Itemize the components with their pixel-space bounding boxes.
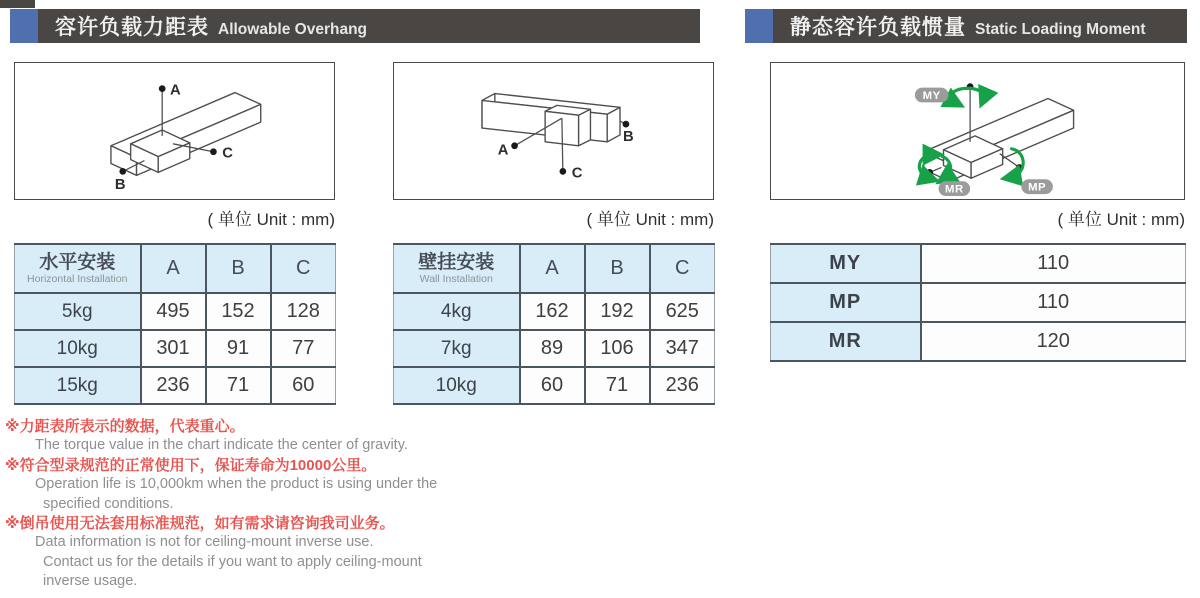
table-title-cell <box>15 244 141 293</box>
note-line: Data information is not for ceiling-mount inverse use. <box>35 534 374 551</box>
table-row <box>15 330 336 367</box>
section-title-cn: 静态容许负载惯量 <box>790 16 966 39</box>
moment-value: 120 <box>921 322 1186 361</box>
unit-label: ( 单位 Unit : mm) <box>586 210 714 229</box>
section-header-static-loading-moment <box>745 9 1187 43</box>
table-row <box>394 330 715 367</box>
value-c: 77 <box>271 330 336 367</box>
column-header-a: A <box>520 244 585 293</box>
point-c-label: C <box>571 165 583 182</box>
column-header-c: C <box>271 244 336 293</box>
value-b: 71 <box>206 367 271 404</box>
value-b: 106 <box>585 330 650 367</box>
table-row <box>394 293 715 330</box>
moment-drawing <box>771 63 1184 199</box>
column-header-b: B <box>206 244 271 293</box>
point-c-dot <box>210 148 217 155</box>
note-line: inverse usage. <box>43 573 138 590</box>
load-label: 5kg <box>15 293 141 330</box>
table-static-loading-moment <box>770 243 1186 362</box>
note-line: specified conditions. <box>43 495 174 512</box>
mr-axis-dot <box>926 169 933 176</box>
value-b: 71 <box>585 367 650 404</box>
value-c: 347 <box>650 330 715 367</box>
value-a: 301 <box>141 330 206 367</box>
footnotes <box>5 417 565 592</box>
moment-name: MY <box>771 244 921 283</box>
moment-value: 110 <box>921 283 1186 322</box>
point-a-dot <box>159 85 166 92</box>
table-row <box>15 293 336 330</box>
value-a: 60 <box>520 367 585 404</box>
point-c-label: C <box>222 145 233 162</box>
note-line: Operation life is 10,000km when the product is using under the <box>35 476 438 493</box>
diagram-horizontal-installation <box>14 62 335 200</box>
value-b: 192 <box>585 293 650 330</box>
point-a-label: A <box>170 82 181 99</box>
table-title-cn: 水平安装 <box>39 252 116 273</box>
load-label: 15kg <box>15 367 141 404</box>
section-title-cn: 容许负载力距表 <box>55 16 209 39</box>
section-title-en: Static Loading Moment <box>975 21 1146 38</box>
value-a: 89 <box>520 330 585 367</box>
table-row <box>771 244 1186 283</box>
column-header-a: A <box>141 244 206 293</box>
value-a: 495 <box>141 293 206 330</box>
table-row <box>771 322 1186 361</box>
note-line: ※符合型录规范的正常使用下，保证寿命为10000公里。 <box>5 456 377 474</box>
column-header-b: B <box>585 244 650 293</box>
value-c: 236 <box>650 367 715 404</box>
point-b-dot <box>119 168 126 175</box>
table-row <box>394 367 715 404</box>
moment-name: MP <box>771 283 921 322</box>
table-title-cell <box>394 244 520 293</box>
table-header-row <box>394 244 715 293</box>
load-label: 7kg <box>394 330 520 367</box>
header-accent-square <box>745 9 773 43</box>
moment-name: MR <box>771 322 921 361</box>
value-c: 128 <box>271 293 336 330</box>
value-a: 236 <box>141 367 206 404</box>
page-corner-tab <box>0 0 35 8</box>
value-a: 162 <box>520 293 585 330</box>
note-line: ※倒吊使用无法套用标准规范，如有需求请咨询我司业务。 <box>5 515 395 533</box>
point-b-dot <box>623 121 630 128</box>
value-c: 60 <box>271 367 336 404</box>
table-horizontal-installation <box>14 243 336 405</box>
mp-badge-label: MP <box>1028 181 1047 194</box>
moment-value: 110 <box>921 244 1186 283</box>
note-line: The torque value in the chart indicate the center of gravity. <box>35 437 408 454</box>
section-title-en: Allowable Overhang <box>218 21 368 38</box>
value-c: 625 <box>650 293 715 330</box>
table-wall-installation <box>393 243 715 405</box>
table-title-cn: 壁挂安装 <box>418 252 495 273</box>
value-b: 152 <box>206 293 271 330</box>
column-header-c: C <box>650 244 715 293</box>
table-title-en: Horizontal Installation <box>27 273 128 285</box>
table-title-en: Wall Installation <box>419 273 493 285</box>
load-label: 4kg <box>394 293 520 330</box>
note-line: ※力距表所表示的数据，代表重心。 <box>5 418 245 435</box>
point-a-label: A <box>497 142 509 159</box>
value-b: 91 <box>206 330 271 367</box>
section-header-allowable-overhang <box>10 9 700 43</box>
table-header-row <box>15 244 336 293</box>
header-titles <box>38 11 367 41</box>
load-label: 10kg <box>394 367 520 404</box>
wall-installation-drawing <box>394 63 713 199</box>
table-row <box>771 283 1186 322</box>
my-rotation-arrow <box>951 88 985 102</box>
table-row <box>15 367 336 404</box>
point-a-dot <box>511 142 518 149</box>
unit-label: ( 单位 Unit : mm) <box>207 210 335 229</box>
my-badge-label: MY <box>922 89 941 102</box>
note-line: Contact us for the details if you want to apply ceiling-mount <box>43 553 422 570</box>
point-c-dot <box>560 168 567 175</box>
horizontal-installation-drawing <box>15 63 334 199</box>
diagram-wall-installation <box>393 62 714 200</box>
header-titles <box>773 11 1146 41</box>
header-accent-square <box>10 9 38 43</box>
mr-badge-label: MR <box>945 183 964 196</box>
diagram-static-loading-moment <box>770 62 1185 200</box>
point-b-label: B <box>622 128 634 145</box>
point-b-label: B <box>114 177 126 194</box>
unit-label: ( 单位 Unit : mm) <box>1057 210 1185 229</box>
load-label: 10kg <box>15 330 141 367</box>
